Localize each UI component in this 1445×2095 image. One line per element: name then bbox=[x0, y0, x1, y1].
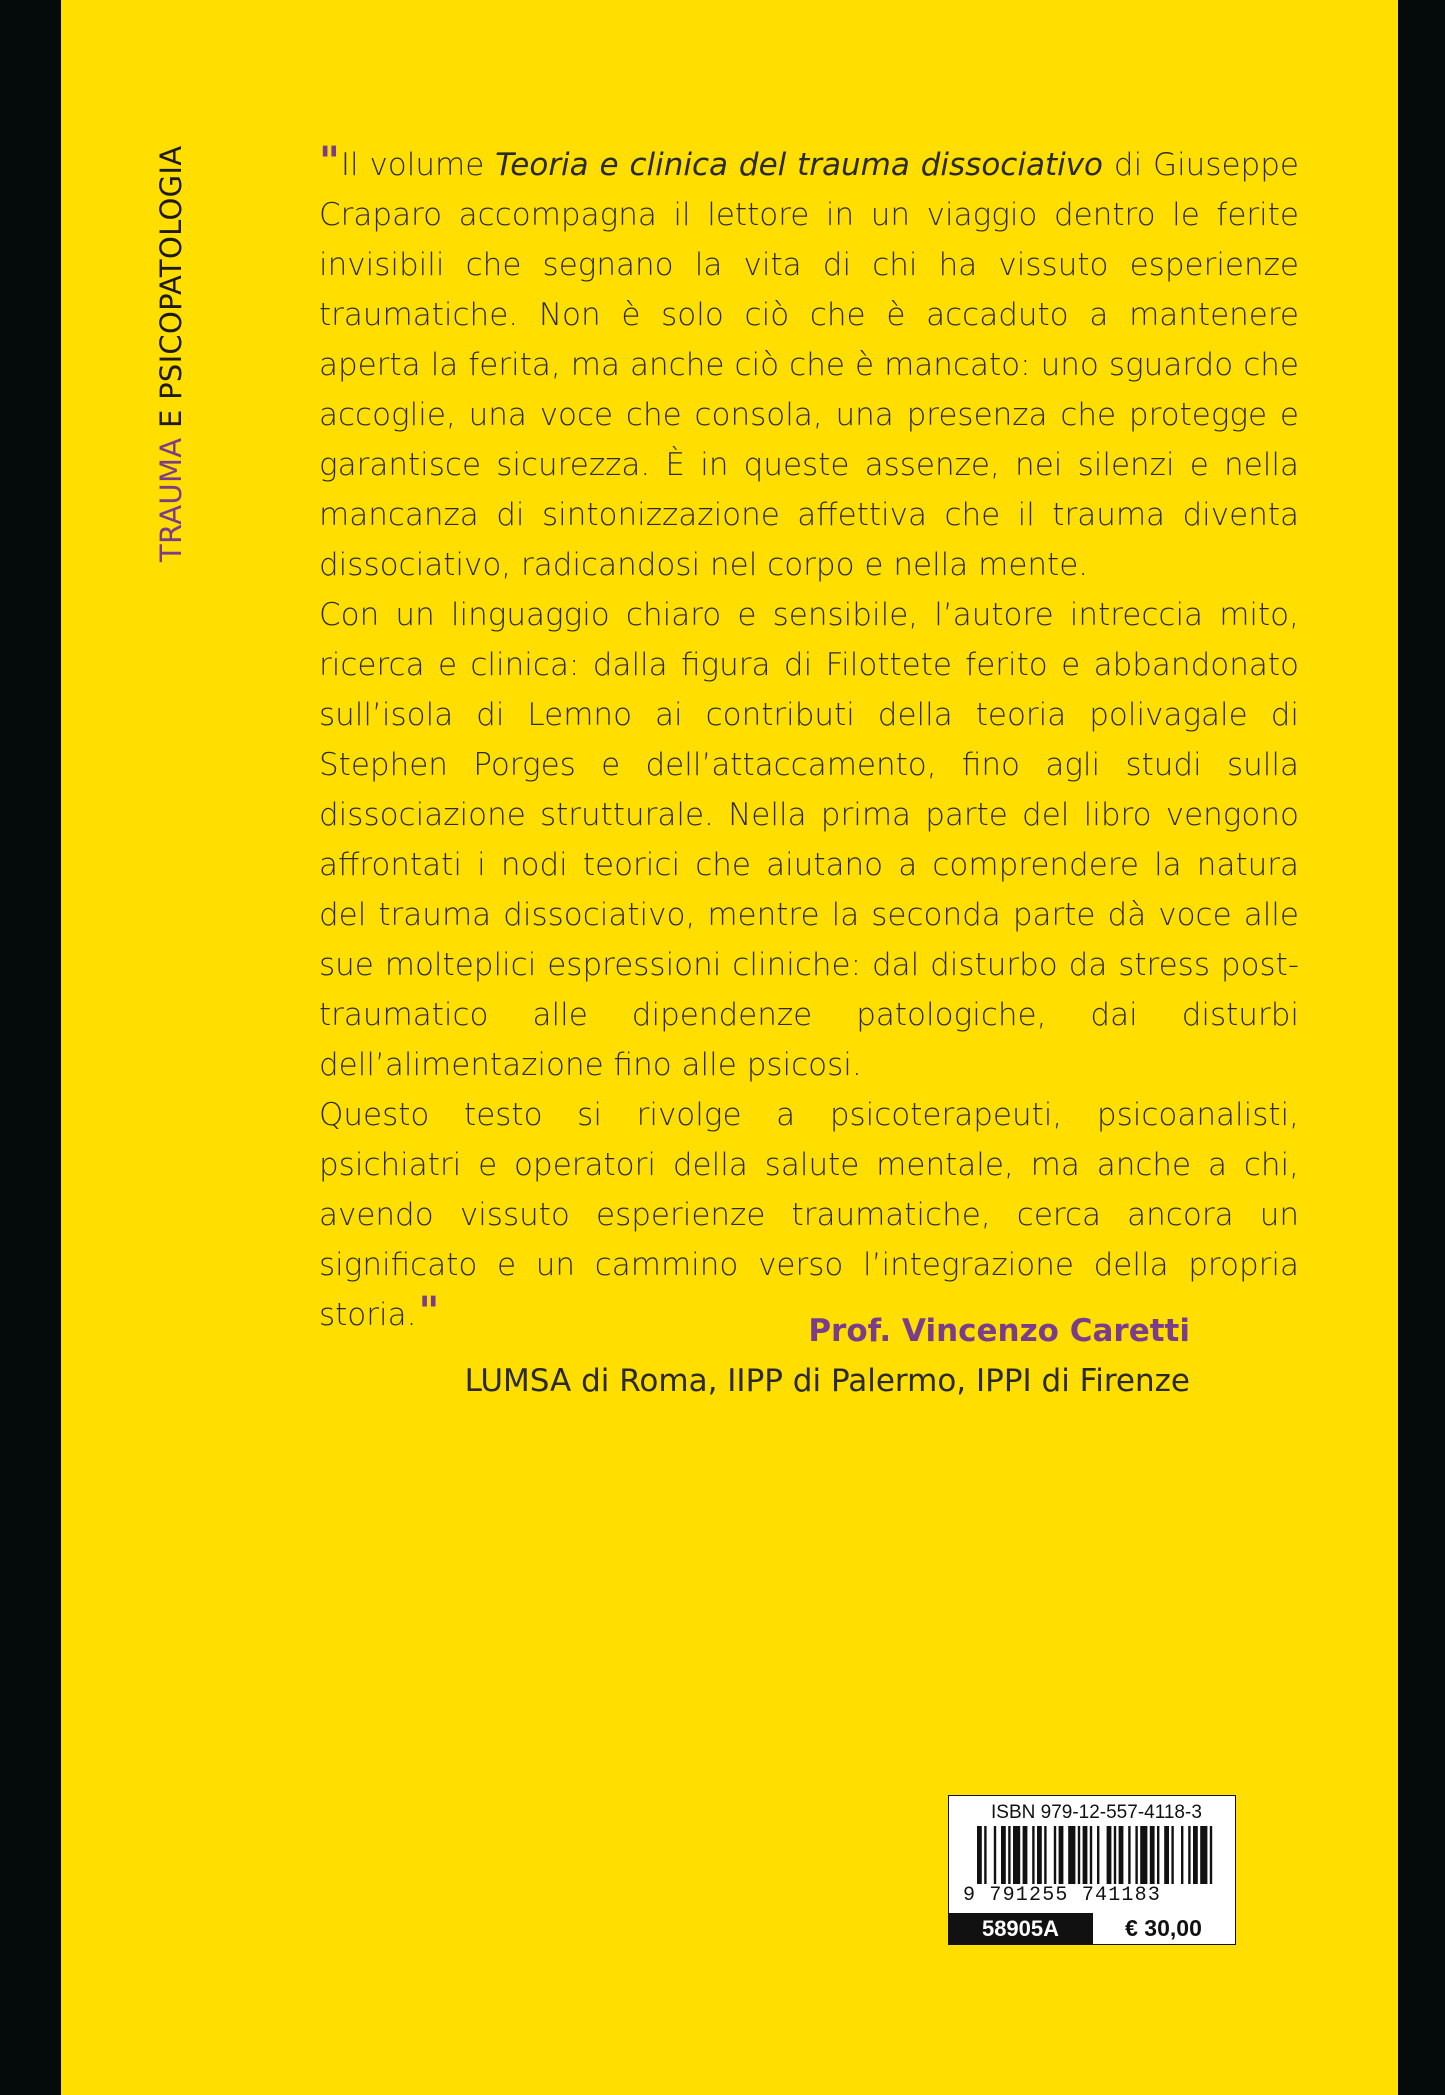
barcode-bar bbox=[1140, 1826, 1147, 1884]
blurb-paragraph-3 bbox=[319, 1090, 1299, 1340]
open-quote-mark: " bbox=[319, 139, 337, 185]
product-code: 58905A bbox=[949, 1913, 1092, 1944]
blurb-paragraph-2: Con un linguaggio chiaro e sensibile, l’autore intreccia mito, ricerca e clinica: dalla figura di Filottete ferito e abbandonato sull’isola di Lemno ai contributi della teoria polivagale di Stephen Porges e dell’attaccamento, fino agli studi sulla dissociazione strutturale. Nella prima parte del libro vengono affrontati i nodi teorici che aiutano a comprendere la natura del trauma dissociativo, mentre la seconda parte dà voce alle sue molteplici espressioni cliniche: dal disturbo da stress post-traumatico alle dipendenze patologiche, dai disturbi dell’alimentazione fino alle psicosi. bbox=[319, 597, 1299, 1083]
barcode-bars bbox=[963, 1826, 1223, 1884]
barcode-bar bbox=[1023, 1826, 1028, 1884]
price: € 30,00 bbox=[1092, 1913, 1234, 1944]
series-word-trauma: TRAUMA bbox=[154, 437, 188, 562]
barcode-bar bbox=[1078, 1826, 1080, 1884]
attribution-author: Prof. Vincenzo Caretti bbox=[808, 1313, 1190, 1349]
barcode-bar bbox=[1037, 1826, 1042, 1884]
barcode-bar bbox=[1171, 1826, 1173, 1884]
barcode-bar bbox=[1097, 1826, 1099, 1884]
series-label-text bbox=[149, 145, 193, 562]
isbn-label: ISBN 979-12-557-4118-3 bbox=[991, 1802, 1202, 1823]
barcode-bar bbox=[1128, 1826, 1130, 1884]
barcode-bar bbox=[1193, 1826, 1198, 1884]
barcode-bar bbox=[1164, 1826, 1169, 1884]
barcode-bar bbox=[977, 1826, 982, 1884]
barcode-bar bbox=[1068, 1826, 1075, 1884]
blurb-p3-text: Questo testo si rivolge a psicoterapeuti, psicoanalisti, psichiatri e operatori della salute mentale, ma anche a chi, avendo vissuto esperienze traumatiche, cerca ancora un significato e un cammino verso l’integrazione della propria storia. bbox=[319, 1097, 1299, 1333]
barcode-block bbox=[948, 1795, 1236, 1945]
barcode-bar bbox=[1181, 1826, 1183, 1884]
series-word-psicopatologia: E PSICOPATOLOGIA bbox=[154, 145, 188, 438]
close-quote-mark: " bbox=[418, 1289, 437, 1335]
barcode-bar bbox=[1013, 1826, 1020, 1884]
barcode-bar bbox=[1044, 1826, 1046, 1884]
book-title: Teoria e clinica del trauma dissociativo bbox=[495, 147, 1104, 183]
barcode-bar bbox=[994, 1826, 996, 1884]
barcode-bar bbox=[1008, 1826, 1010, 1884]
blurb-p1-pre: Il volume bbox=[340, 147, 496, 183]
barcode-bar bbox=[1210, 1826, 1212, 1884]
barcode-bar bbox=[1001, 1826, 1006, 1884]
blurb-paragraph-1 bbox=[319, 140, 1299, 590]
barcode-bar bbox=[1150, 1826, 1155, 1884]
barcode-bar bbox=[1107, 1826, 1112, 1884]
barcode-bar bbox=[1054, 1826, 1056, 1884]
blurb-p1-post: di Giuseppe Craparo accompagna il lettore in un viaggio dentro le ferite invisibili che segnano la vita di chi ha vissuto esperienze traumatiche. Non è solo ciò che è accaduto a mantenere aperta la ferita, ma anche ciò che è mancato: uno sguardo che accoglie, una voce che consola, una presenza che protegge e garantisce sicurezza. È in queste assenze, nei silenzi e nella mancanza di sintonizzazione affettiva che il trauma diventa dissociativo, radicandosi nel corpo e nella mente. bbox=[319, 147, 1299, 583]
blurb-quote bbox=[319, 140, 1299, 1340]
barcode-bar bbox=[1083, 1826, 1088, 1884]
barcode-bar bbox=[1135, 1826, 1137, 1884]
series-label bbox=[149, 145, 193, 562]
attribution bbox=[465, 1306, 1190, 1406]
barcode-bar bbox=[1200, 1826, 1207, 1884]
barcode-bar bbox=[1059, 1826, 1064, 1884]
barcode-bar bbox=[1114, 1826, 1116, 1884]
barcode-bar bbox=[1090, 1826, 1092, 1884]
barcode-bar bbox=[1119, 1826, 1124, 1884]
back-cover bbox=[61, 0, 1398, 2095]
barcode-bar bbox=[1188, 1826, 1190, 1884]
barcode-bar bbox=[1157, 1826, 1159, 1884]
barcode-bar bbox=[1032, 1826, 1034, 1884]
attribution-affiliation: LUMSA di Roma, IIPP di Palermo, IPPI di Firenze bbox=[464, 1363, 1190, 1399]
barcode-bar bbox=[984, 1826, 986, 1884]
barcode-digits: 9 791255 741183 bbox=[963, 1884, 1162, 1907]
